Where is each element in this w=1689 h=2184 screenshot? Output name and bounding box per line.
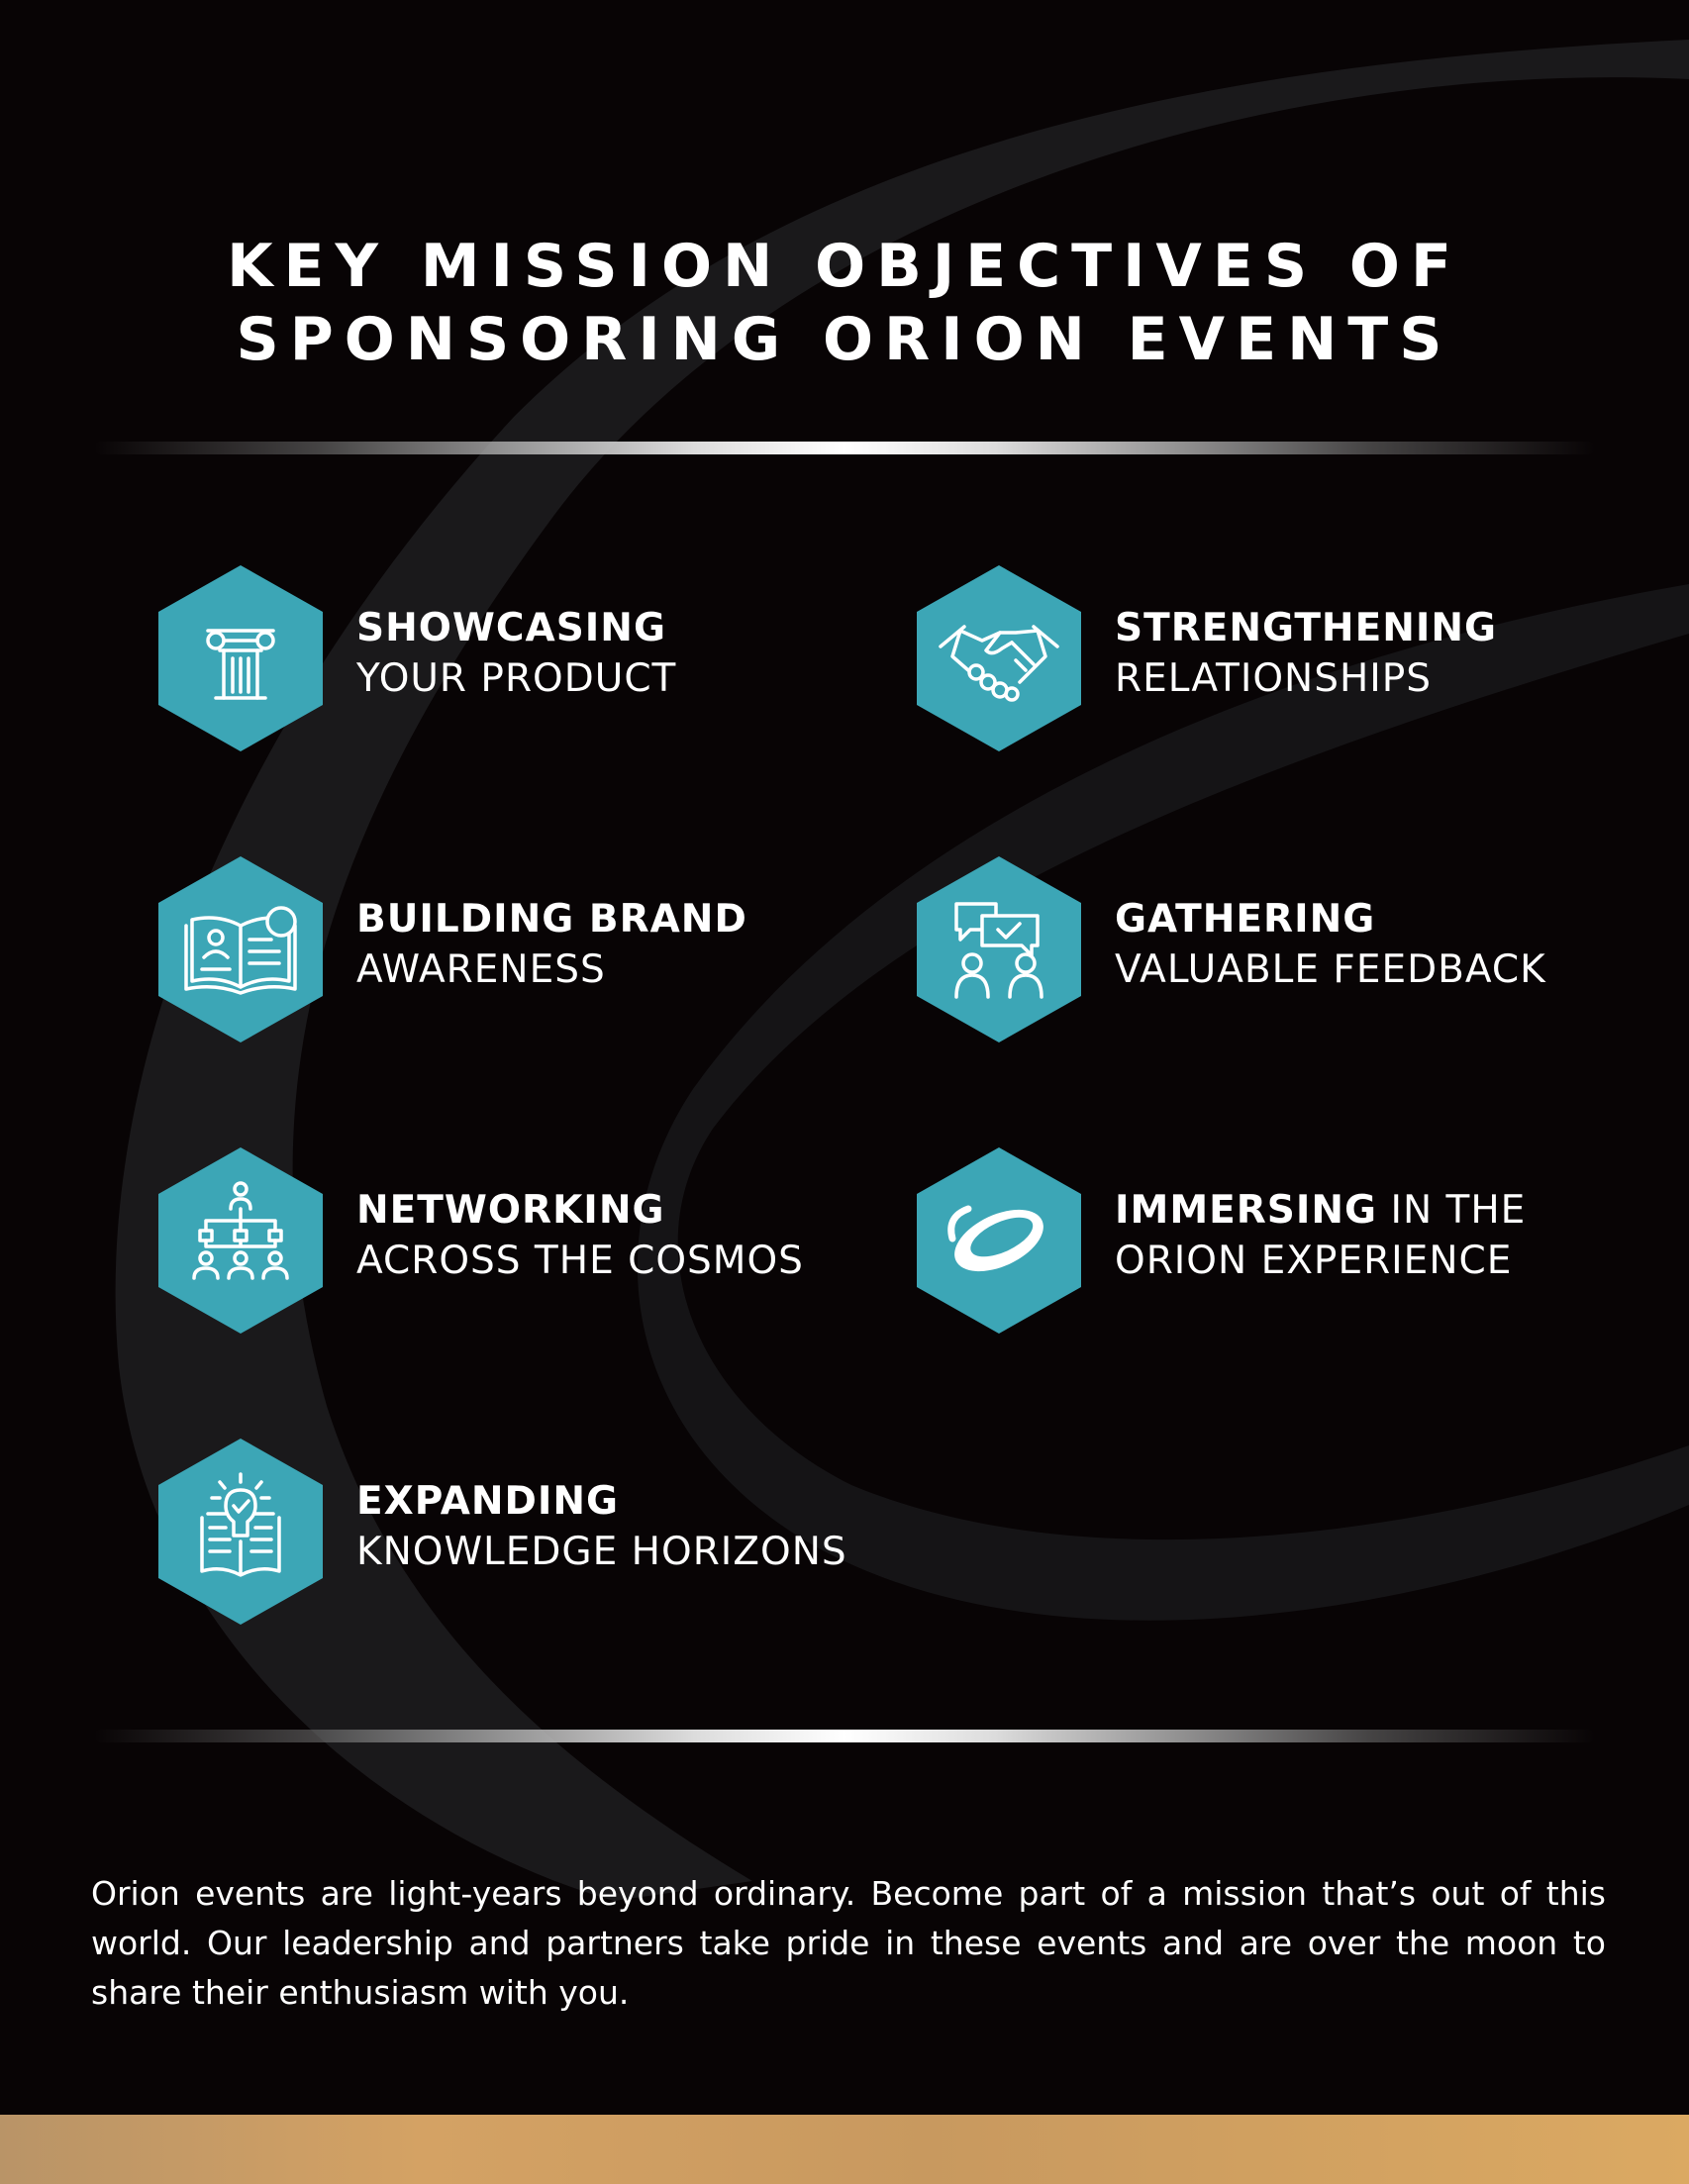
chat-feedback-icon — [917, 856, 1081, 1042]
objective-title: BUILDING BRAND — [356, 897, 747, 942]
orion-logo-icon — [917, 1147, 1081, 1334]
bottom-divider — [94, 1730, 1595, 1742]
objective-title: GATHERING — [1115, 897, 1376, 942]
lightbulb-book-icon — [158, 1439, 323, 1625]
objective-subtitle: VALUABLE FEEDBACK — [1115, 947, 1546, 992]
objective-title: NETWORKING — [356, 1188, 665, 1233]
objective-subtitle: ACROSS THE COSMOS — [356, 1239, 804, 1283]
description-paragraph: Orion events are light-years beyond ordinary. Become part of a mission that’s out of this world. Our leadership and partners take pride in these events and are over the moon to share their enthusiasm with you. — [91, 1874, 1606, 2012]
objective-subtitle: RELATIONSHIPS — [1115, 656, 1433, 701]
objective-subtitle: KNOWLEDGE HORIZONS — [356, 1530, 847, 1574]
objective-title: STRENGTHENING — [1115, 606, 1498, 650]
top-divider — [94, 442, 1595, 454]
objective-subtitle: AWARENESS — [356, 947, 606, 992]
objective-title: EXPANDING — [356, 1479, 620, 1524]
open-book-icon — [158, 856, 323, 1042]
objective-title-suffix: IN THE — [1377, 1188, 1527, 1233]
page-title-line-1: KEY MISSION OBJECTIVES OF — [227, 232, 1462, 301]
objective-title: SHOWCASING — [356, 606, 666, 650]
page-title-line-2: SPONSORING ORION EVENTS — [236, 305, 1453, 374]
column-pillar-icon — [158, 565, 323, 751]
page-title — [0, 230, 1689, 376]
network-org-icon — [158, 1147, 323, 1334]
handshake-icon — [917, 565, 1081, 751]
gold-accent-bar — [0, 2115, 1689, 2184]
objective-subtitle: ORION EXPERIENCE — [1115, 1239, 1513, 1283]
objective-subtitle: YOUR PRODUCT — [356, 656, 677, 701]
objective-title: IMMERSING — [1115, 1188, 1378, 1233]
